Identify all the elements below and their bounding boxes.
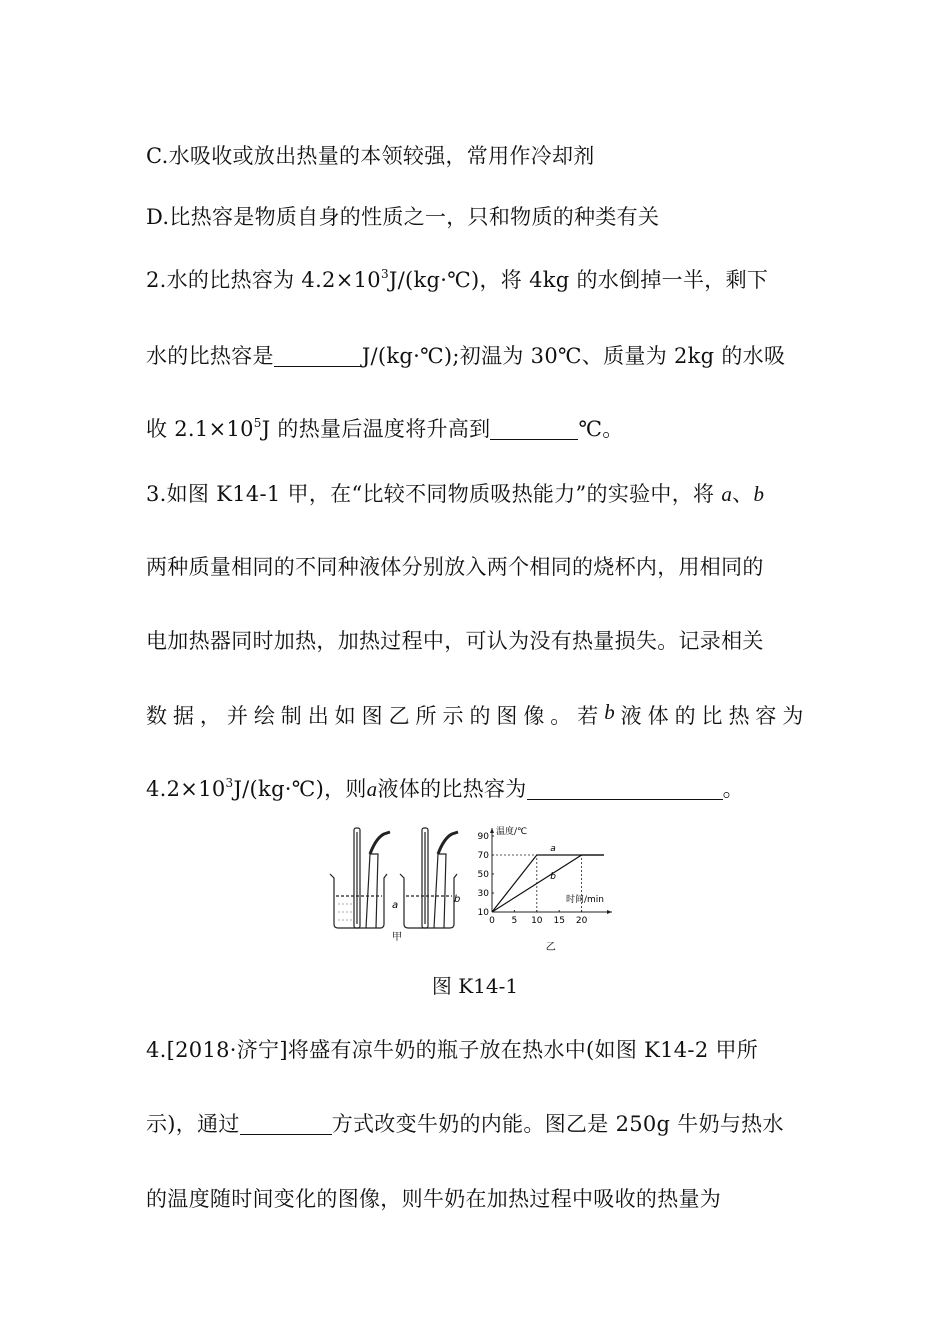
option-c: C.水吸收或放出热量的本领较强，常用作冷却剂 (146, 144, 595, 168)
char: 容 (755, 704, 777, 728)
text: 示)，通过 (146, 1112, 240, 1136)
y-axis-arrow (490, 828, 494, 833)
variable-b: b (604, 700, 616, 724)
char: 热 (728, 704, 750, 728)
char: ， (199, 704, 222, 728)
beaker-a-label: a (392, 900, 399, 911)
char: 所 (415, 704, 437, 728)
variable-b: b (753, 482, 765, 506)
y-tick-label: 50 (477, 870, 489, 880)
char: 体 (647, 704, 669, 728)
char: 图 (496, 704, 518, 728)
text: 4.2×10 (146, 777, 226, 801)
x-axis-arrow (607, 910, 612, 914)
answer-blank[interactable] (274, 344, 362, 367)
char: 绘 (253, 704, 276, 728)
text: 方式改变牛奶的内能。图乙是 250g 牛奶与热水 (331, 1112, 784, 1136)
q3-line4 (146, 700, 804, 730)
temperature-chart (478, 825, 612, 953)
q3-line5 (146, 773, 744, 803)
figure-caption: 图 K14-1 (431, 974, 519, 998)
q3-line3: 电加热器同时加热，加热过程中，可认为没有热量损失。记录相关 (146, 629, 764, 653)
q2-line3 (146, 413, 624, 443)
x-tick-label: 5 (511, 916, 518, 926)
char: 乙 (388, 704, 410, 728)
x-tick-label: 20 (575, 916, 588, 926)
char: 示 (442, 704, 464, 728)
y-tick-label: 10 (477, 908, 489, 918)
x-tick-label: 10 (531, 916, 543, 926)
char: 。 (550, 704, 572, 728)
text: J/(kg·℃)，则 (233, 777, 367, 801)
text: J/(kg·℃)，将 4kg 的水倒掉一半，剩下 (388, 268, 769, 292)
series-label-a: a (550, 844, 556, 854)
char: 液 (620, 704, 642, 728)
x-axis-label: 时间/min (566, 895, 605, 905)
char: 比 (701, 704, 723, 728)
variable-a: a (366, 777, 378, 801)
series-label-b: b (550, 871, 556, 882)
text: 收 2.1×10 (146, 417, 254, 441)
char: 为 (782, 704, 804, 728)
answer-blank[interactable] (240, 1112, 332, 1135)
figure-k14-1 (324, 824, 624, 954)
q2-line1 (146, 264, 768, 294)
superscript: 5 (253, 416, 262, 430)
variable-a: a (721, 482, 733, 506)
char: 出 (307, 704, 330, 728)
figure-label-left: 甲 (392, 932, 402, 943)
char: 的 (674, 704, 696, 728)
x-tick-label: 15 (553, 916, 565, 926)
superscript: 3 (225, 776, 234, 790)
option-d: D.比热容是物质自身的性质之一，只和物质的种类有关 (146, 205, 660, 229)
q4-line2 (146, 1108, 784, 1138)
beaker-a-liquid (338, 904, 352, 920)
text: ℃。 (578, 417, 624, 441)
char: 据 (172, 704, 195, 728)
char: 的 (469, 704, 491, 728)
char: 图 (361, 704, 383, 728)
text: 。 (722, 777, 744, 801)
q4-line3: 的温度随时间变化的图像，则牛奶在加热过程中吸收的热量为 (146, 1187, 722, 1211)
beaker-b (400, 828, 461, 928)
q3-line2: 两种质量相同的不同种液体分别放入两个相同的烧杯内，用相同的 (146, 555, 764, 579)
x-tick-label: 0 (489, 916, 495, 926)
text: 3.如图 K14-1 甲，在“比较不同物质吸热能力”的实验中，将 (146, 482, 715, 506)
text: 2.水的比热容为 4.2×10 (146, 268, 381, 292)
char: 如 (334, 704, 356, 728)
text: 、 (732, 482, 754, 506)
text: J/(kg·℃);初温为 30℃、质量为 2kg 的水吸 (361, 344, 786, 368)
y-tick-label: 70 (477, 851, 489, 861)
q2-line2 (146, 340, 785, 370)
text: J 的热量后温度将升高到 (261, 417, 491, 441)
text: 液体的比热容为 (377, 777, 527, 801)
superscript: 3 (380, 267, 389, 281)
char: 制 (280, 704, 303, 728)
figure-label-right: 乙 (545, 942, 556, 953)
q3-line1 (146, 478, 764, 508)
text: 水的比热容是 (146, 344, 274, 368)
answer-blank[interactable] (527, 777, 723, 800)
q4-line1: 4.[2018·济宁]将盛有凉牛奶的瓶子放在热水中(如图 K14-2 甲所 (146, 1038, 759, 1062)
char: 数 (146, 704, 168, 728)
char: 并 (226, 704, 249, 728)
beaker-a (330, 828, 390, 928)
beaker-b-label: b (454, 894, 461, 905)
char: 若 (577, 704, 599, 728)
y-tick-label: 30 (477, 889, 489, 899)
answer-blank[interactable] (490, 417, 578, 440)
y-axis-label: 温度/℃ (496, 827, 528, 837)
figure-svg (324, 824, 624, 954)
char: 像 (523, 704, 545, 728)
y-tick-label: 90 (477, 832, 489, 842)
